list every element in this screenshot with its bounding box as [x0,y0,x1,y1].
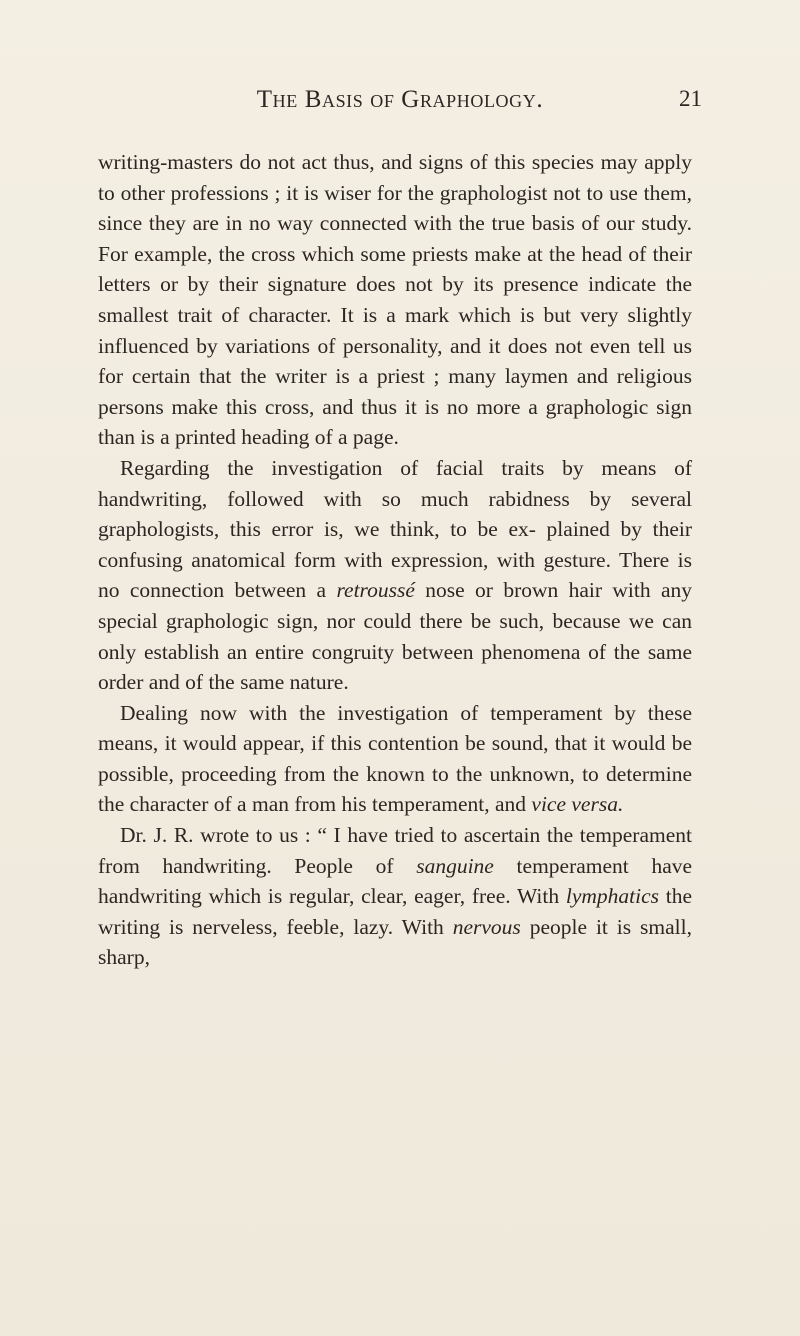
paragraph-2-text-b: nose or brown hair with any special graphologic sign, nor could there be such, because we can only establish an entire congruity between phenomena of the same order and of the same nature. [98,578,693,695]
paragraph-4 [98,820,692,973]
paragraph-3-text: Dealing now with the investigation of temperament by these means, it would appear, if this contention be sound, that it would be possible, proceeding from the known to the unknown, to determine the character of a man from his temperament, and [98,700,692,817]
running-head [90,86,710,126]
paragraph-4-text-c: the writing is nerveless, feeble, lazy. With [98,884,693,939]
paragraph-2 [98,453,692,698]
paragraph-4-text-a: Dr. J. R. wrote to us : “ I have tried to ascertain the temperament from handwriting. People of [98,823,692,878]
paragraph-4-text-d: people it is small, sharp, [98,914,693,970]
paragraph-4-text-b: temperament have handwriting which is regular, clear, eager, free. With [98,853,693,909]
paragraph-4-italic-lymphatics: lymphatics [565,884,659,909]
paragraph-3 [98,698,692,820]
paragraph-3-italic: vice versa. [531,792,624,817]
body-text [98,147,692,973]
page-number: 21 [679,86,702,111]
paragraph-2-text-a: Regarding the investigation of facial traits by means of handwriting, followed with so much rabidness by several graphologists, this error is, we think, to be ex- plained by their confusing anatomical form with expression, with gesture. There is no connection between a [98,455,692,603]
paragraph-1: writing-masters do not act thus, and signs of this species may apply to other professions ; it is wiser for the graphologist not to use them, since they are in no way connected with the true basis of our study. For example, the cross which some priests make at the head of their letters or by their signature does not by its presence indicate the smallest trait of character. It is a mark which is but very slightly influenced by variations of personality, and it does not even tell us for certain that the writer is a priest ; many laymen and religious persons make this cross, and thus it is no more a graphologic sign than is a printed heading of a page. [98,150,692,450]
paragraph-4-italic-sanguine: sanguine [416,853,494,878]
paragraph-4-italic-nervous: nervous [452,914,521,939]
running-title: The Basis of Graphology. [256,86,544,113]
paragraph-2-italic: retroussé [336,578,415,603]
